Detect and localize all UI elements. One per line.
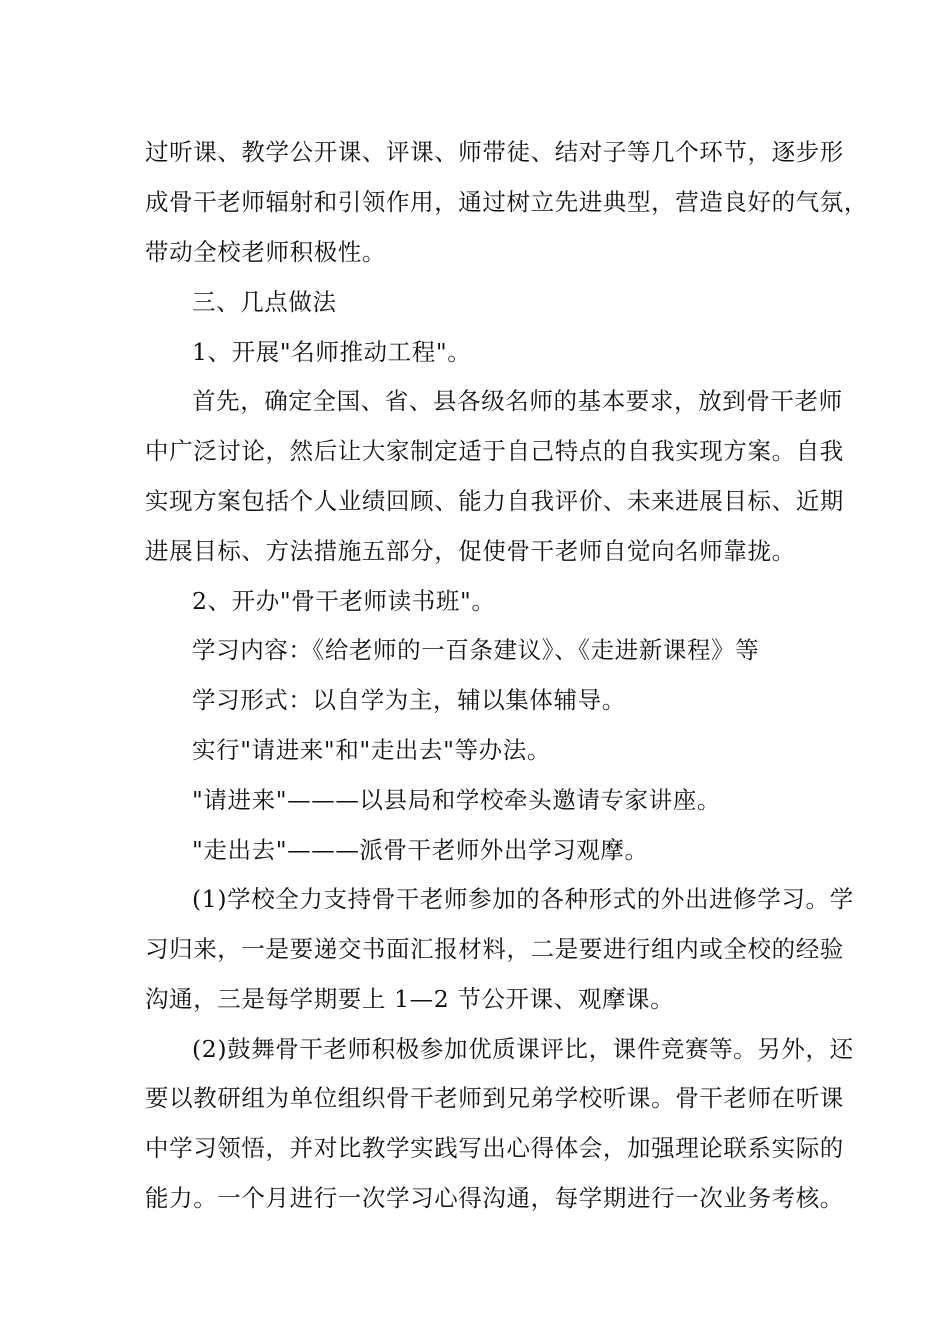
paragraph-line: 能力。一个月进行一次学习心得沟通，每学期进行一次业务考核。: [145, 1184, 844, 1212]
paragraph-line: "走出去"———派骨干老师外出学习观摩。: [192, 836, 649, 864]
paragraph-line: 习归来，一是要递交书面汇报材料，二是要进行组内或全校的经验: [145, 935, 844, 963]
paragraph-line: 实行"请进来"和"走出去"等办法。: [192, 736, 551, 764]
paragraph-line: 过听课、教学公开课、评课、师带徒、结对子等几个环节，逐步形: [145, 138, 844, 166]
paragraph-line: 学习形式：以自学为主，辅以集体辅导。: [192, 686, 626, 714]
paragraph-line: 带动全校老师积极性。: [145, 238, 386, 266]
paragraph-line: 成骨干老师辐射和引领作用，通过树立先进典型，营造良好的气氛，: [145, 188, 868, 216]
subsection-heading: 1、开展"名师推动工程"。: [192, 338, 472, 366]
paragraph-line: 首先，确定全国、省、县各级名师的基本要求，放到骨干老师: [192, 387, 843, 415]
paragraph-line: 沟通，三是每学期要上 1—2 节公开课、观摩课。: [145, 985, 675, 1013]
paragraph-line: (2)鼓舞骨干老师积极参加优质课评比，课件竞赛等。另外，还: [192, 1035, 854, 1063]
paragraph-line: 学习内容：《给老师的一百条建议》、《走进新课程》等: [192, 636, 760, 664]
paragraph-line: 实现方案包括个人业绩回顾、能力自我评价、未来进展目标、近期: [145, 487, 844, 515]
paragraph-line: 进展目标、方法措施五部分，促使骨干老师自觉向名师靠拢。: [145, 537, 796, 565]
paragraph-line: 中学习领悟，并对比教学实践写出心得体会，加强理论联系实际的: [145, 1134, 844, 1162]
paragraph-line: (1)学校全力支持骨干老师参加的各种形式的外出进修学习。学: [192, 885, 854, 913]
section-heading: 三、几点做法: [192, 288, 337, 316]
paragraph-line: "请进来"———以县局和学校牵头邀请专家讲座。: [192, 786, 721, 814]
paragraph-line: 中广泛讨论，然后让大家制定适于自己特点的自我实现方案。自我: [145, 437, 844, 465]
subsection-heading: 2、开办"骨干老师读书班"。: [192, 587, 496, 615]
paragraph-line: 要以教研组为单位组织骨干老师到兄弟学校听课。骨干老师在听课: [145, 1084, 844, 1112]
